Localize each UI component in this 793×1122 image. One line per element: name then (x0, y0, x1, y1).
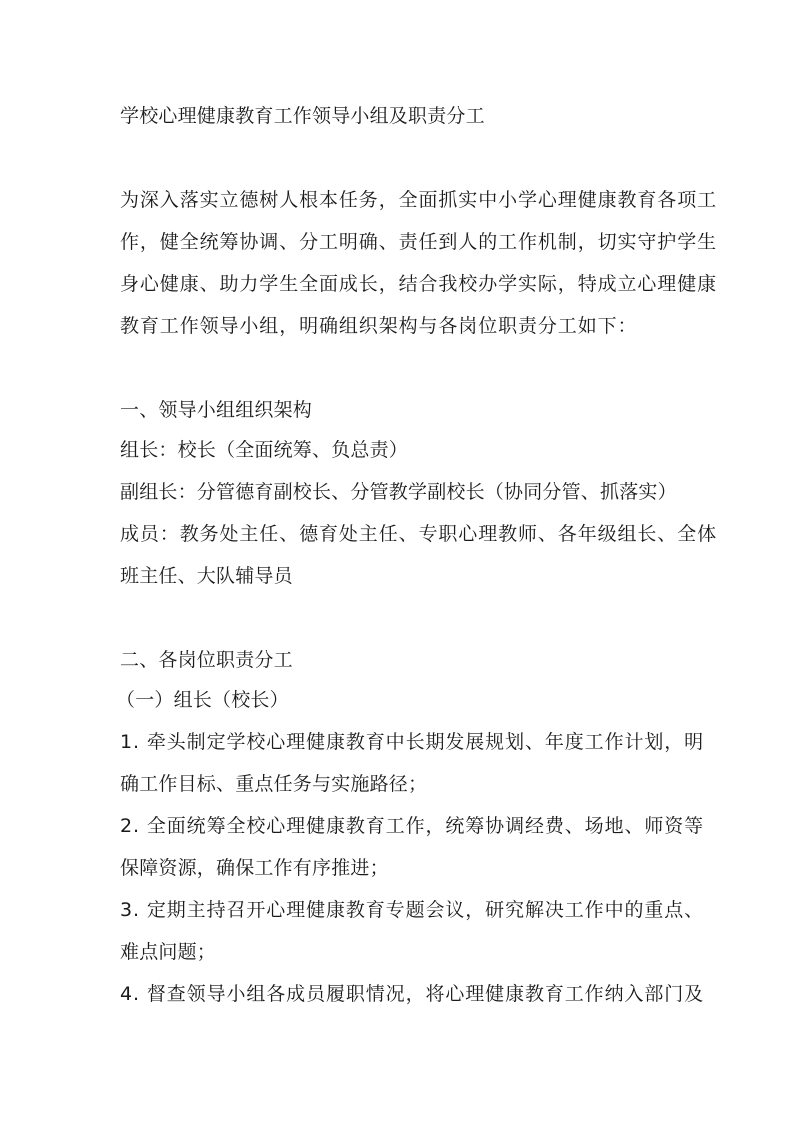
section1-heading: 一、领导小组组织架构 (120, 399, 313, 421)
item1-line-2: 确工作目标、重点任务与实施路径； (120, 773, 428, 795)
section1-leader: 组长：校长（全面统筹、负总责） (120, 439, 409, 461)
intro-line-1: 为深入落实立德树人根本任务，全面抓实中小学心理健康教育各项工 (120, 189, 718, 211)
item2-line-2: 保障资源，确保工作有序推进； (120, 857, 389, 879)
item1-line-1: 1. 牵头制定学校心理健康教育中长期发展规划、年度工作计划，明 (120, 731, 705, 753)
section1-members-line-1: 成员：教务处主任、德育处主任、专职心理教师、各年级组长、全体 (120, 523, 718, 545)
item2-line-1: 2. 全面统筹全校心理健康教育工作，统筹协调经费、场地、师资等 (120, 815, 705, 837)
section1-deputy: 副组长：分管德育副校长、分管教学副校长（协同分管、抓落实） (120, 481, 677, 503)
document-title: 学校心理健康教育工作领导小组及职责分工 (120, 105, 485, 127)
item3-line-1: 3. 定期主持召开心理健康教育专题会议，研究解决工作中的重点、 (120, 899, 705, 921)
intro-line-3: 身心健康、助力学生全面成长，结合我校办学实际，特成立心理健康 (120, 273, 718, 295)
item4-line-1: 4. 督查领导小组各成员履职情况，将心理健康教育工作纳入部门及 (120, 983, 705, 1005)
section1-members-line-2: 班主任、大队辅导员 (120, 565, 293, 587)
item3-line-2: 难点问题； (120, 941, 217, 963)
section2-heading: 二、各岗位职责分工 (120, 649, 293, 671)
intro-line-4: 教育工作领导小组，明确组织架构与各岗位职责分工如下： (120, 315, 638, 337)
intro-line-2: 作，健全统筹协调、分工明确、责任到人的工作机制，切实守护学生 (120, 231, 718, 253)
section2-subheading: （一）组长（校长） (116, 689, 289, 711)
